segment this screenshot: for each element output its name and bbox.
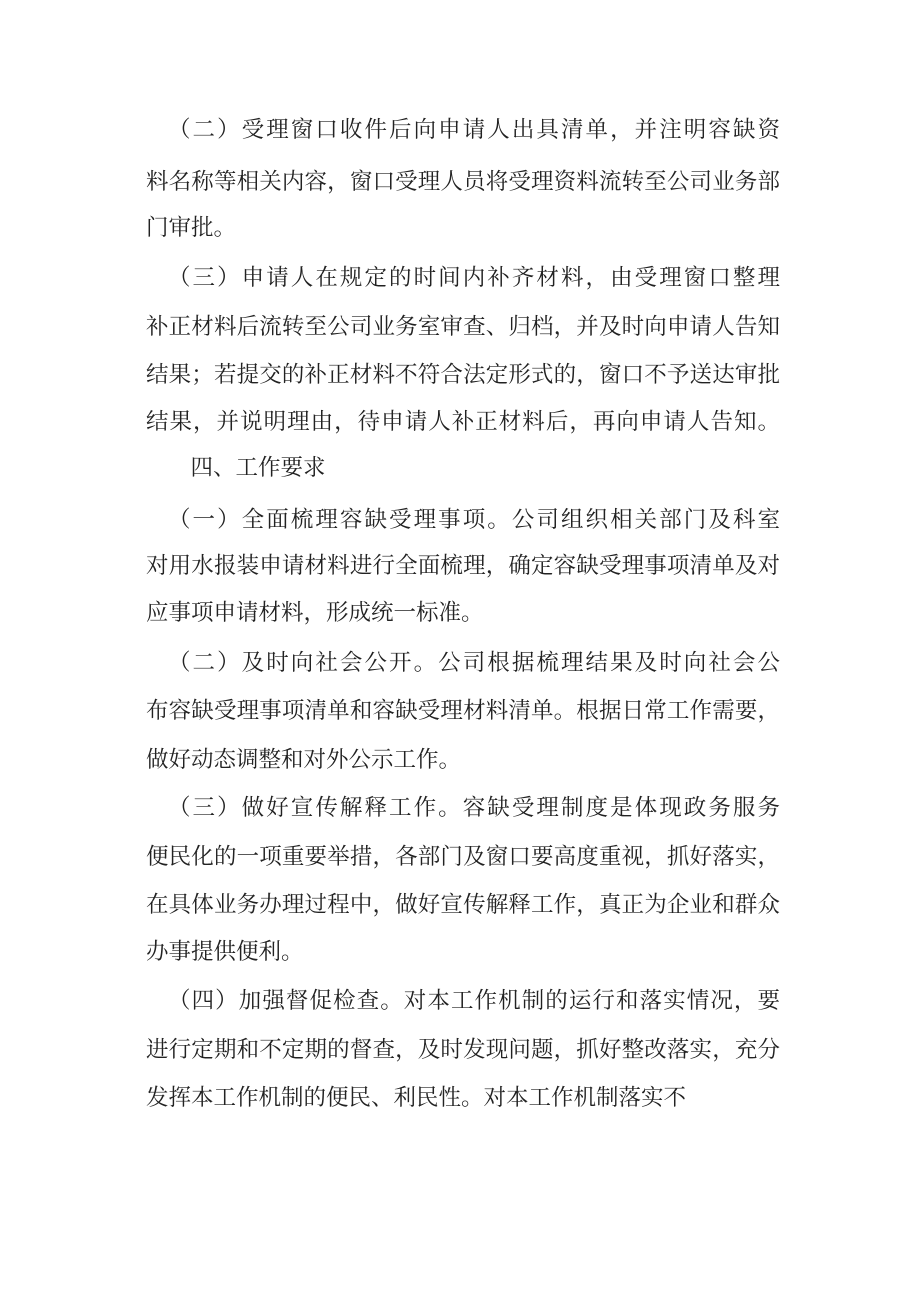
text-line: 做好动态调整和对外公示工作。: [146, 747, 462, 773]
text-line: 发挥本工作机制的便民、利民性。对本工作机制落实不: [146, 1085, 687, 1111]
text-line: 补正材料后流转至公司业务室审查、归档，并及时向申请人告知: [146, 314, 780, 340]
text-line: 布容缺受理事项清单和容缺受理材料清单。根据日常工作需要，: [146, 698, 780, 724]
text-line: 便民化的一项重要举措，各部门及窗口要高度重视，抓好落实，: [146, 844, 780, 870]
text-line: （二）受理窗口收件后向申请人出具清单，并注明容缺资: [168, 117, 780, 143]
text-line: 结果；若提交的补正材料不符合法定形式的，窗口不予送达审批: [146, 362, 780, 388]
text-line: 门审批。: [146, 215, 237, 241]
text-line: 应事项申请材料，形成统一标准。: [146, 600, 484, 626]
text-line: 对用水报装申请材料进行全面梳理，确定容缺受理事项清单及对: [146, 553, 780, 579]
text-line: 料名称等相关内容，窗口受理人员将受理资料流转至公司业务部: [146, 169, 780, 195]
text-line: （三）做好宣传解释工作。容缺受理制度是体现政务服务: [168, 795, 780, 821]
text-line: （二）及时向社会公开。公司根据梳理结果及时向社会公: [168, 650, 780, 676]
text-line: 在具体业务办理过程中，做好宣传解释工作，真正为企业和群众: [146, 892, 780, 918]
text-line: 四、工作要求: [168, 455, 326, 481]
text-line: 结果，并说明理由，待申请人补正材料后，再向申请人告知。: [146, 409, 780, 435]
text-line: 办事提供便利。: [146, 939, 304, 965]
text-line: （四）加强督促检查。对本工作机制的运行和落实情况，要: [168, 988, 780, 1014]
text-line: （三）申请人在规定的时间内补齐材料，由受理窗口整理: [168, 265, 780, 291]
text-line: （一）全面梳理容缺受理事项。公司组织相关部门及科室: [168, 507, 780, 533]
text-line: 进行定期和不定期的督查，及时发现问题，抓好整改落实，充分: [146, 1037, 780, 1063]
